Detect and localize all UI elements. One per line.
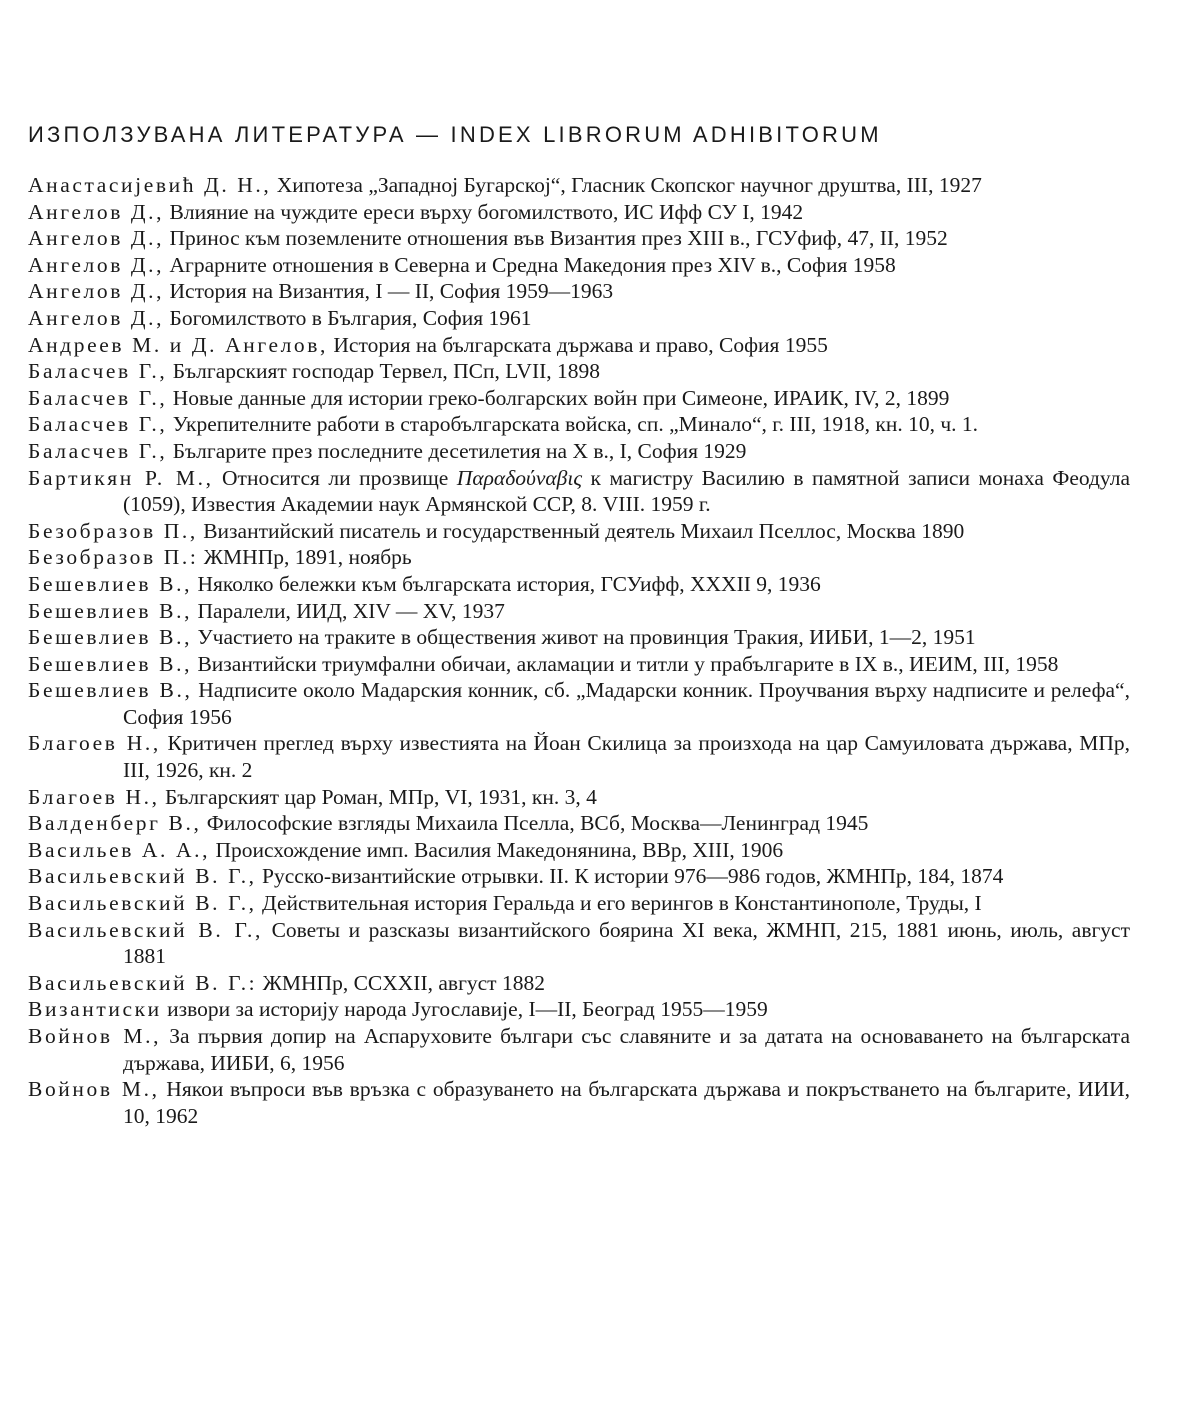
entry-text: ЖМНПр, CCXXII, август 1882 <box>257 970 545 995</box>
entry-text: Советы и разсказы византийского боярина XI века, ЖМНП, 215, 1881 июнь, июль, август 1881 <box>123 917 1130 969</box>
entry-author: Васильев А. А., <box>28 837 211 862</box>
entry-author: Ангелов Д., <box>28 199 165 224</box>
bibliography-entry <box>28 651 1130 678</box>
entry-text: Българите през последните десетилетия на X в., I, София 1929 <box>167 438 747 463</box>
bibliography-entry <box>28 598 1130 625</box>
entry-text: Византийский писатель и государственный деятель Михаил Пселлос, Москва 1890 <box>197 518 965 543</box>
bibliography-entry <box>28 677 1130 730</box>
entry-text: За първия допир на Аспаруховите българи със славяните и за датата на основаването на българската държава, ИИБИ, 6, 1956 <box>123 1024 1130 1075</box>
bibliography-entry <box>28 385 1130 412</box>
entry-text: Критичен преглед върху известията на Йоан Скилица за произхода на цар Самуиловата държава, МПр, III, 1926, кн. 2 <box>123 731 1131 783</box>
entry-text: извори за историjу народа Jугославиjе, I—II, Београд 1955—1959 <box>161 997 768 1022</box>
entry-text: ЖМНПр, 1891, ноябрь <box>198 545 412 570</box>
entry-author: Ангелов Д., <box>28 226 165 251</box>
entry-text: Богомилството в България, София 1961 <box>164 305 532 330</box>
entry-text: Българският цар Роман, МПр, VI, 1931, кн. 3, 4 <box>159 784 597 809</box>
entry-author: Безобразов П.: <box>28 545 199 570</box>
entry-author: Валденберг В., <box>28 811 202 836</box>
entry-author: Баласчев Г., <box>28 412 168 437</box>
entry-text: Участието на траките в обществения живот на провинция Тракия, ИИБИ, 1—2, 1951 <box>192 625 976 650</box>
bibliography-entry <box>28 358 1130 385</box>
bibliography-entry <box>28 199 1130 226</box>
entry-text: Няколко бележки към българската история, ГСУифф, XXXII 9, 1936 <box>192 571 821 596</box>
entry-text: Паралели, ИИД, XIV — XV, 1937 <box>192 598 505 623</box>
entry-author: Войнов М., <box>28 1077 160 1102</box>
entry-text: Надписите около Мадарския конник, сб. „Мадарски конник. Проучвания върху надписите и релефа“, София 1956 <box>123 678 1130 729</box>
entry-author: Васильевский В. Г., <box>28 891 257 916</box>
entry-text: Хипотеза „Западноj Бугарскоj“, Гласник Скопског научног друштва, III, 1927 <box>271 173 982 197</box>
entry-author: Византиски <box>28 997 162 1022</box>
entry-author: Анастасијевић Д. Н., <box>28 173 272 197</box>
entry-text: Новые данные для истории греко-болгарских войн при Симеоне, ИРАИК, IV, 2, 1899 <box>167 385 950 410</box>
bibliography-entry <box>28 1076 1130 1129</box>
entry-text: Българският господар Тервел, ПСп, LVII, 1898 <box>167 359 601 384</box>
entry-text: Принос към поземлените отношения във Византия през XIII в., ГСУфиф, 47, II, 1952 <box>164 226 948 251</box>
entry-author: Баласчев Г., <box>28 359 168 384</box>
entry-text: Действительная история Геральда и его верингов в Константинополе, Труды, I <box>256 891 982 916</box>
entry-author: Баласчев Г., <box>28 385 168 410</box>
entry-author: Благоев Н., <box>28 731 161 756</box>
entry-text: Аграрните отношения в Северна и Средна Македония през XIV в., София 1958 <box>164 252 896 277</box>
entry-text: Относится ли прозвище <box>213 465 457 490</box>
bibliography-entry <box>28 970 1130 997</box>
bibliography-entry <box>28 518 1130 545</box>
entry-author: Благоев Н., <box>28 784 160 809</box>
bibliography-entry <box>28 837 1130 864</box>
entry-author: Васильевский В. Г.: <box>28 970 258 995</box>
bibliography-entry <box>28 863 1130 890</box>
bibliography-entry <box>28 252 1130 279</box>
bibliography-entry <box>28 465 1130 518</box>
entry-author: Бартикян Р. М., <box>28 465 214 490</box>
bibliography-entry <box>28 810 1130 837</box>
entry-author: Бешевлиев В., <box>28 678 193 703</box>
entry-author: Ангелов Д., <box>28 305 165 330</box>
bibliography-entry <box>28 225 1130 252</box>
entry-text: Влияние на чуждите ереси върху богомилството, ИС Ифф СУ I, 1942 <box>164 199 804 224</box>
bibliography-entry <box>28 571 1130 598</box>
bibliography-entry <box>28 544 1130 571</box>
entry-text: Укрепителните работи в старобългарската войска, сп. „Минало“, г. III, 1918, кн. 10, ч. 1. <box>167 412 979 437</box>
entry-author: Васильевский В. Г., <box>28 917 264 942</box>
entry-author: Андреев М. и Д. Ангелов, <box>28 332 329 357</box>
entry-text: История на българската държава и право, София 1955 <box>328 332 828 357</box>
bibliography-entry <box>28 1023 1130 1076</box>
entry-text: Происхождение имп. Василия Македонянина, ВВр, XIII, 1906 <box>210 837 784 862</box>
entry-author: Бешевлиев В., <box>28 651 193 676</box>
bibliography-entry <box>28 890 1130 917</box>
bibliography-entry <box>28 438 1130 465</box>
entry-author: Ангелов Д., <box>28 279 165 304</box>
bibliography-entry <box>28 624 1130 651</box>
bibliography-entry <box>28 917 1130 970</box>
entry-greek-term: Παραδούναβις <box>456 465 583 490</box>
bibliography-entry <box>28 996 1130 1023</box>
entry-text: История на Византия, I — II, София 1959—1963 <box>164 279 614 304</box>
entry-author: Васильевский В. Г., <box>28 864 257 889</box>
entry-text-continued: к магистру Василию в памятной записи монаха Феодула (1059), Известия Академии наук Армянской ССР, 8. VIII. 1959 г. <box>123 465 1131 517</box>
entry-text: Византийски триумфални обичаи, акламации и титли у прабългарите в IX в., ИЕИМ, III, 1958 <box>192 651 1059 676</box>
entry-text: Философские взгляды Михаила Пселла, ВСб, Москва—Ленинград 1945 <box>201 811 869 836</box>
entry-text: Русско-византийские отрывки. II. К истории 976—986 годов, ЖМНПр, 184, 1874 <box>256 864 1004 889</box>
entry-author: Безобразов П., <box>28 518 198 543</box>
bibliography-list <box>28 172 1130 1129</box>
bibliography-entry <box>28 305 1130 332</box>
entry-author: Войнов М., <box>28 1024 162 1048</box>
bibliography-entry <box>28 332 1130 359</box>
entry-text: Някои въпроси във връзка с образуването на българската държава и покръстването на българите, ИИИ, 10, 1962 <box>123 1077 1130 1128</box>
bibliography-entry <box>28 411 1130 438</box>
bibliography-entry <box>28 172 1130 199</box>
page-title: ИЗПОЛЗУВАНА ЛИТЕРАТУРА — INDEX LIBRORUM ADHIBITORUM <box>28 122 882 147</box>
entry-author: Бешевлиев В., <box>28 625 193 650</box>
entry-author: Бешевлиев В., <box>28 598 193 623</box>
bibliography-entry <box>28 278 1130 305</box>
bibliography-entry <box>28 730 1130 783</box>
entry-author: Бешевлиев В., <box>28 571 193 596</box>
bibliography-entry <box>28 784 1130 811</box>
bibliography-page <box>28 118 1130 1129</box>
entry-author: Баласчев Г., <box>28 438 168 463</box>
entry-author: Ангелов Д., <box>28 252 165 277</box>
